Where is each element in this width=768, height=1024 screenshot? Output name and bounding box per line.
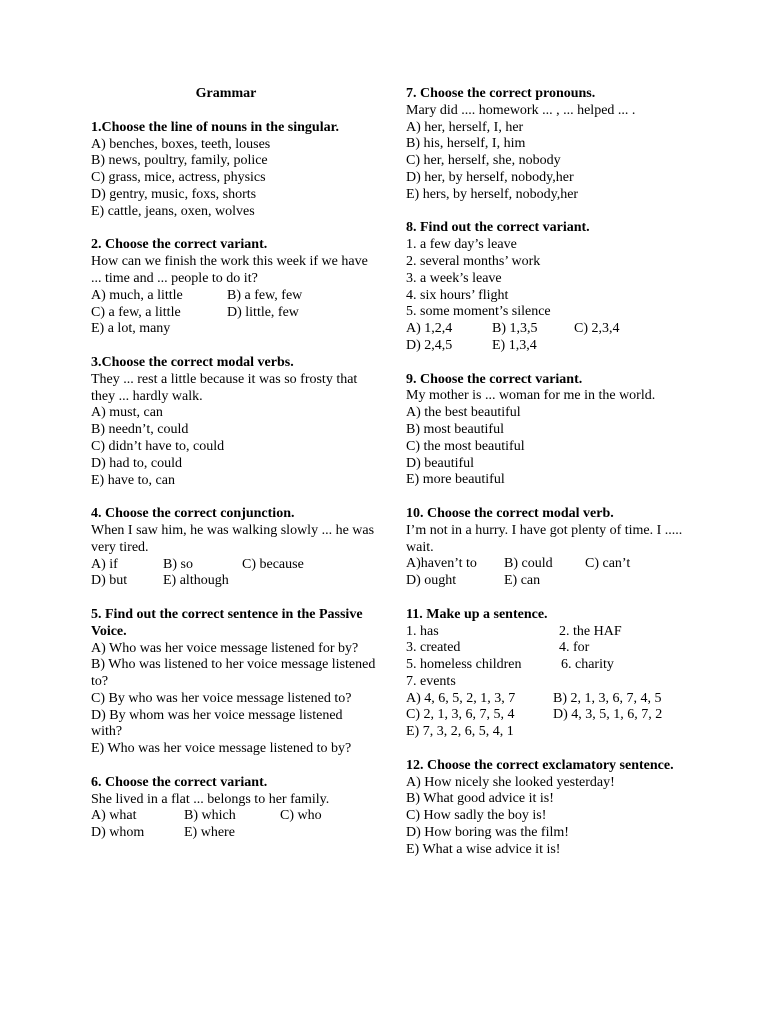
question-prompt: Mary did .... homework ... , ... helped ... . <box>406 102 636 118</box>
option: C) who <box>280 808 322 824</box>
option: A) Who was her voice message listened for by? <box>91 640 359 656</box>
option: D) her, by herself, nobody,her <box>406 169 574 185</box>
question-2 <box>91 237 376 338</box>
question-heading: 6. Choose the correct variant. <box>91 774 268 790</box>
question-8 <box>406 220 686 354</box>
question-prompt: My mother is ... woman for me in the world. <box>406 388 656 404</box>
option-row <box>91 557 376 574</box>
page-title: Grammar <box>195 86 257 101</box>
list-item: 7. events <box>406 673 456 689</box>
question-12 <box>406 758 686 859</box>
question-heading: 10. Choose the correct modal verb. <box>406 505 614 521</box>
option: C) 2,3,4 <box>574 321 620 337</box>
question-heading: 12. Choose the correct exclamatory sentence. <box>406 757 674 773</box>
question-heading: 5. Find out the correct sentence in the Passive Voice. <box>91 606 363 639</box>
option: E) cattle, jeans, oxen, wolves <box>91 203 255 219</box>
option: C) can’t <box>585 556 631 572</box>
option: A) must, can <box>91 405 163 421</box>
option: B) a few, few <box>227 287 303 303</box>
option-row <box>406 321 686 338</box>
option: C) the most beautiful <box>406 438 525 454</box>
option-row <box>406 707 686 724</box>
list-item: 4. for <box>559 640 590 656</box>
option: D) 2,4,5 <box>406 337 453 353</box>
question-1 <box>91 120 376 221</box>
question-heading: 3.Choose the correct modal verbs. <box>91 354 294 370</box>
option-row <box>91 573 376 590</box>
option: E) 1,3,4 <box>492 337 537 353</box>
option: A) benches, boxes, teeth, louses <box>91 136 271 152</box>
question-9 <box>406 372 686 490</box>
option: E) a lot, many <box>91 321 171 337</box>
question-4 <box>91 506 376 590</box>
option: C) didn’t have to, could <box>91 438 225 454</box>
option: E) What a wise advice it is! <box>406 841 561 857</box>
option: D) How boring was the film! <box>406 825 569 841</box>
option: A) her, herself, I, her <box>406 119 524 135</box>
question-prompt: How can we finish the work this week if we have ... time and ... people to do it? <box>91 254 368 286</box>
option: D) had to, could <box>91 455 182 471</box>
option-row <box>91 288 376 305</box>
option-row <box>91 808 376 825</box>
question-3 <box>91 355 376 489</box>
option-row <box>91 825 376 842</box>
option: C) grass, mice, actress, physics <box>91 170 266 186</box>
option: A) How nicely she looked yesterday! <box>406 774 615 790</box>
list-item: 6. charity <box>561 657 614 673</box>
option: C) because <box>242 556 304 572</box>
question-6 <box>91 775 376 842</box>
question-heading: 11. Make up a sentence. <box>406 606 548 622</box>
option: B) so <box>163 556 193 572</box>
option: E) have to, can <box>91 472 175 488</box>
option: C) How sadly the boy is! <box>406 808 547 824</box>
option: A) 1,2,4 <box>406 321 453 337</box>
option: E) hers, by herself, nobody,her <box>406 186 579 202</box>
item-row <box>406 657 686 674</box>
option: A) 4, 6, 5, 2, 1, 3, 7 <box>406 690 516 706</box>
question-prompt: She lived in a flat ... belongs to her family. <box>91 791 330 807</box>
list-item: 1. a few day’s leave <box>406 237 517 253</box>
question-heading: 8. Find out the correct variant. <box>406 220 590 236</box>
option: E) Who was her voice message listened to by? <box>91 741 352 757</box>
option: D) little, few <box>227 304 299 320</box>
option: A) if <box>91 556 118 572</box>
item-row <box>406 624 686 641</box>
option-row <box>406 556 686 573</box>
right-column <box>406 86 686 875</box>
left-column <box>91 86 376 859</box>
option: E) can <box>504 573 541 589</box>
option: D) 4, 3, 5, 1, 6, 7, 2 <box>553 707 663 723</box>
question-prompt: I’m not in a hurry. I have got plenty of time. I ..... wait. <box>406 522 683 555</box>
question-heading: 7. Choose the correct pronouns. <box>406 86 596 101</box>
option: D) gentry, music, foxs, shorts <box>91 186 257 202</box>
question-heading: 4. Choose the correct conjunction. <box>91 506 295 522</box>
question-prompt: They ... rest a little because it was so frosty that they ... hardly walk. <box>91 371 358 404</box>
question-heading: 2. Choose the correct variant. <box>91 237 268 253</box>
option-row <box>406 338 686 355</box>
list-item: 2. several months’ work <box>406 253 541 269</box>
option: A) much, a little <box>91 287 183 303</box>
option: D) whom <box>91 825 145 841</box>
option: B) 1,3,5 <box>492 321 538 337</box>
option: E) more beautiful <box>406 472 505 488</box>
list-item: 5. some moment’s silence <box>406 304 551 320</box>
option: A) the best beautiful <box>406 405 521 421</box>
question-prompt: When I saw him, he was walking slowly ... he was very tired. <box>91 522 375 555</box>
item-row <box>406 640 686 657</box>
option: C) her, herself, she, nobody <box>406 153 561 169</box>
option: B) Who was listened to her voice message listened to? <box>91 657 376 690</box>
option: B) needn’t, could <box>91 422 189 438</box>
option: C) By who was her voice message listened to? <box>91 690 352 706</box>
option: B) news, poultry, family, police <box>91 153 268 169</box>
list-item: 4. six hours’ flight <box>406 287 509 303</box>
option-row <box>406 573 686 590</box>
option: B) could <box>504 556 553 572</box>
option: C) a few, a little <box>91 304 181 320</box>
option: D) By whom was her voice message listened with? <box>91 707 343 740</box>
question-11 <box>406 607 686 741</box>
option: B) his, herself, I, him <box>406 136 526 152</box>
option: E) where <box>184 825 235 841</box>
question-heading: 1.Choose the line of nouns in the singular. <box>91 119 340 135</box>
list-item: 3. created <box>406 640 461 656</box>
question-5 <box>91 607 376 758</box>
question-7 <box>406 86 686 204</box>
option: E) 7, 3, 2, 6, 5, 4, 1 <box>406 724 514 740</box>
option: D) ought <box>406 573 457 589</box>
option: A)haven’t to <box>406 556 477 572</box>
option: D) but <box>91 573 128 589</box>
list-item: 2. the HAF <box>559 623 622 639</box>
option: E) although <box>163 573 229 589</box>
option: B) What good advice it is! <box>406 791 554 807</box>
question-10 <box>406 506 686 590</box>
list-item: 1. has <box>406 623 439 639</box>
option: B) 2, 1, 3, 6, 7, 4, 5 <box>553 690 662 706</box>
option: B) which <box>184 808 236 824</box>
list-item: 3. a week’s leave <box>406 270 502 286</box>
option-row <box>91 305 376 322</box>
option: B) most beautiful <box>406 421 504 437</box>
option-row <box>406 691 686 708</box>
list-item: 5. homeless children <box>406 657 522 673</box>
option: C) 2, 1, 3, 6, 7, 5, 4 <box>406 707 515 723</box>
option: A) what <box>91 808 137 824</box>
option: D) beautiful <box>406 455 475 471</box>
question-heading: 9. Choose the correct variant. <box>406 371 583 387</box>
